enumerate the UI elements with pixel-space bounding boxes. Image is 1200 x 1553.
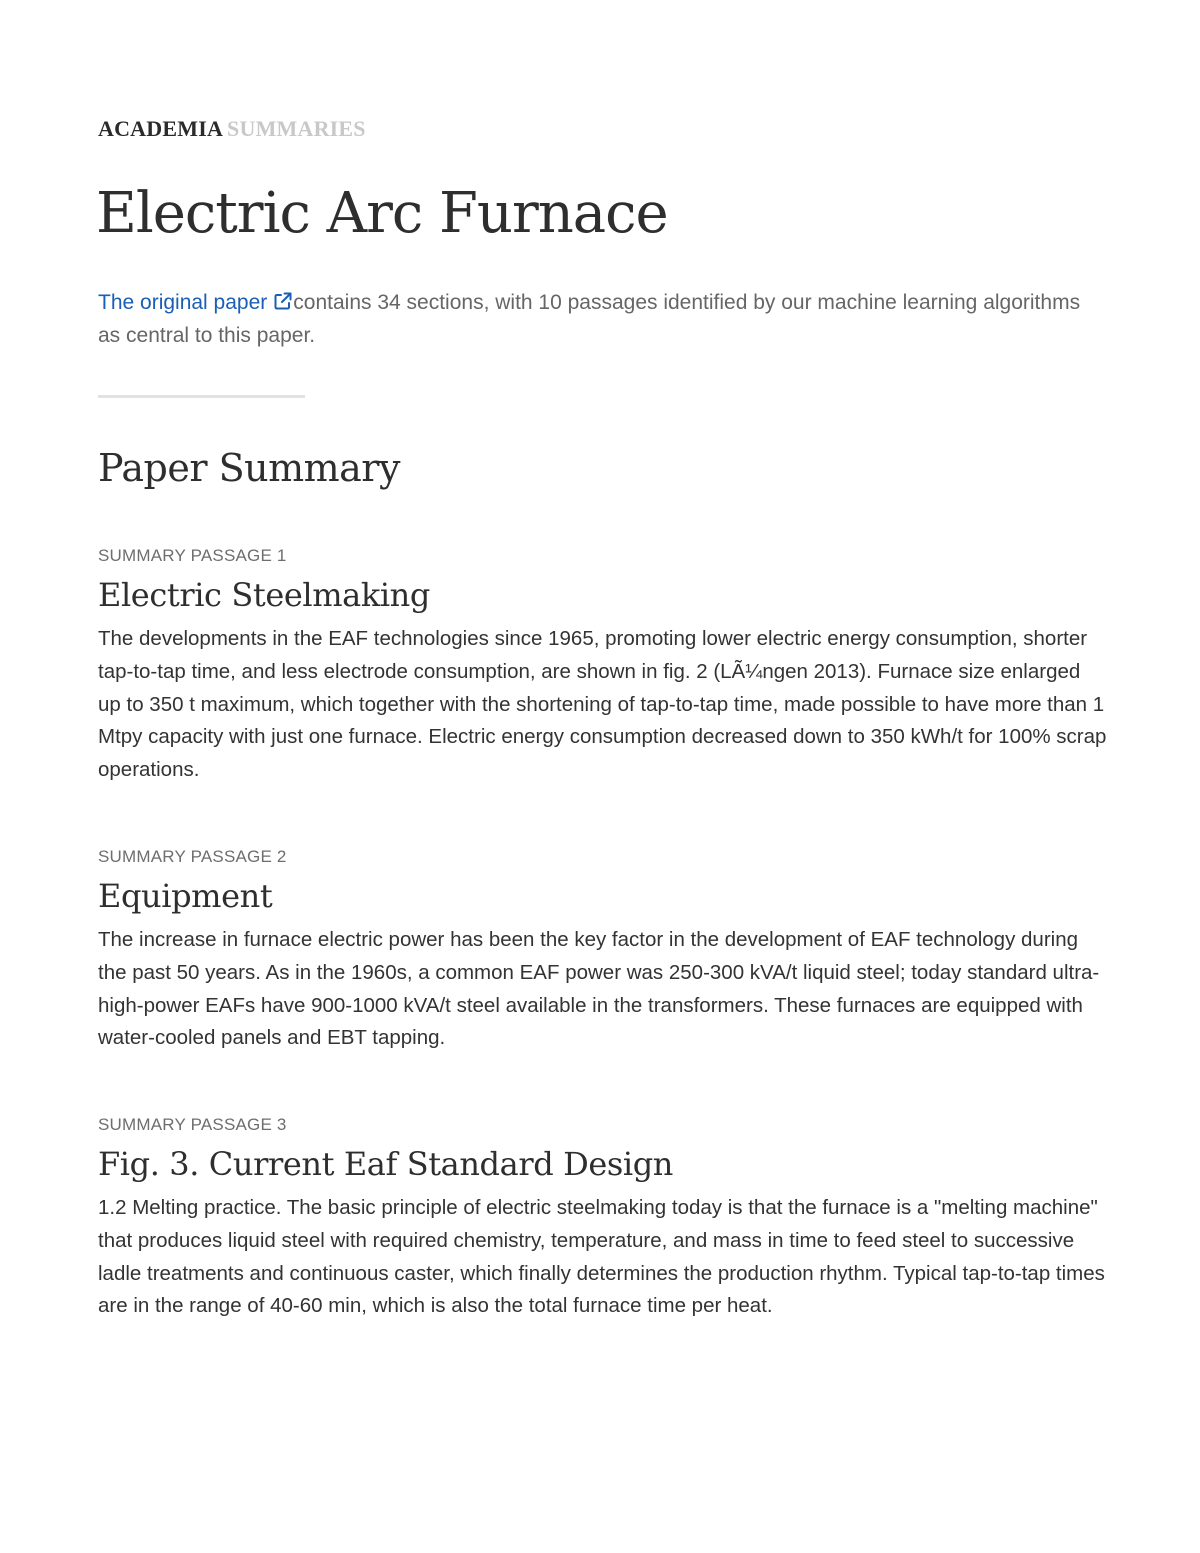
summary-passage — [98, 545, 1108, 787]
intro-paragraph — [98, 286, 1098, 352]
external-link-icon — [273, 291, 293, 311]
brand-logo[interactable] — [98, 116, 366, 142]
passage-body: The increase in furnace electric power has been the key factor in the development of EAF technology during the past 50 years. As in the 1960s, a common EAF power was 250-300 kVA/t liquid steel; today standard ultra-high-power EAFs have 900-1000 kVA/t steel available in the transformers. These furnaces are equipped with water-cooled panels and EBT tapping. — [98, 928, 1100, 1050]
brand-primary: ACADEMIA — [98, 116, 224, 141]
divider — [98, 395, 305, 398]
original-paper-link-text: The original paper — [98, 291, 268, 314]
intro-text: contains 34 sections, with 10 passages identified by our machine learning algorithms as central to this paper. — [98, 291, 1081, 347]
passage-label: SUMMARY PASSAGE 3 — [98, 1115, 287, 1134]
page-title: Electric Arc Furnace — [96, 181, 668, 246]
passage-heading: Electric Steelmaking — [98, 576, 430, 614]
passage-heading: Fig. 3. Current Eaf Standard Design — [98, 1145, 674, 1183]
summary-passage — [98, 846, 1108, 1055]
summary-passage — [98, 1114, 1108, 1323]
passage-label: SUMMARY PASSAGE 1 — [98, 546, 287, 565]
passage-heading: Equipment — [98, 877, 273, 915]
passage-label: SUMMARY PASSAGE 2 — [98, 847, 287, 866]
section-title: Paper Summary — [98, 446, 400, 490]
passage-body: 1.2 Melting practice. The basic principle of electric steelmaking today is that the furnace is a "melting machine" that produces liquid steel with required chemistry, temperature, and mass in time to feed steel to successive ladle treatments and continuous caster, which finally determines the production rhythm. Typical tap-to-tap times are in the range of 40-60 min, which is also the total furnace time per heat. — [98, 1196, 1105, 1318]
passage-body: The developments in the EAF technologies since 1965, promoting lower electric energy consumption, shorter tap-to-tap time, and less electrode consumption, are shown in fig. 2 (LÃ¼ngen 2013). Furnace size enlarged up to 350 t maximum, which together with the shortening of tap-to-tap time, made possible to have more than 1 Mtpy capacity with just one furnace. Electric energy consumption decreased down to 350 kWh/t for 100% scrap operations. — [98, 627, 1107, 782]
brand-secondary: SUMMARIES — [227, 116, 366, 141]
original-paper-link[interactable] — [98, 291, 293, 314]
